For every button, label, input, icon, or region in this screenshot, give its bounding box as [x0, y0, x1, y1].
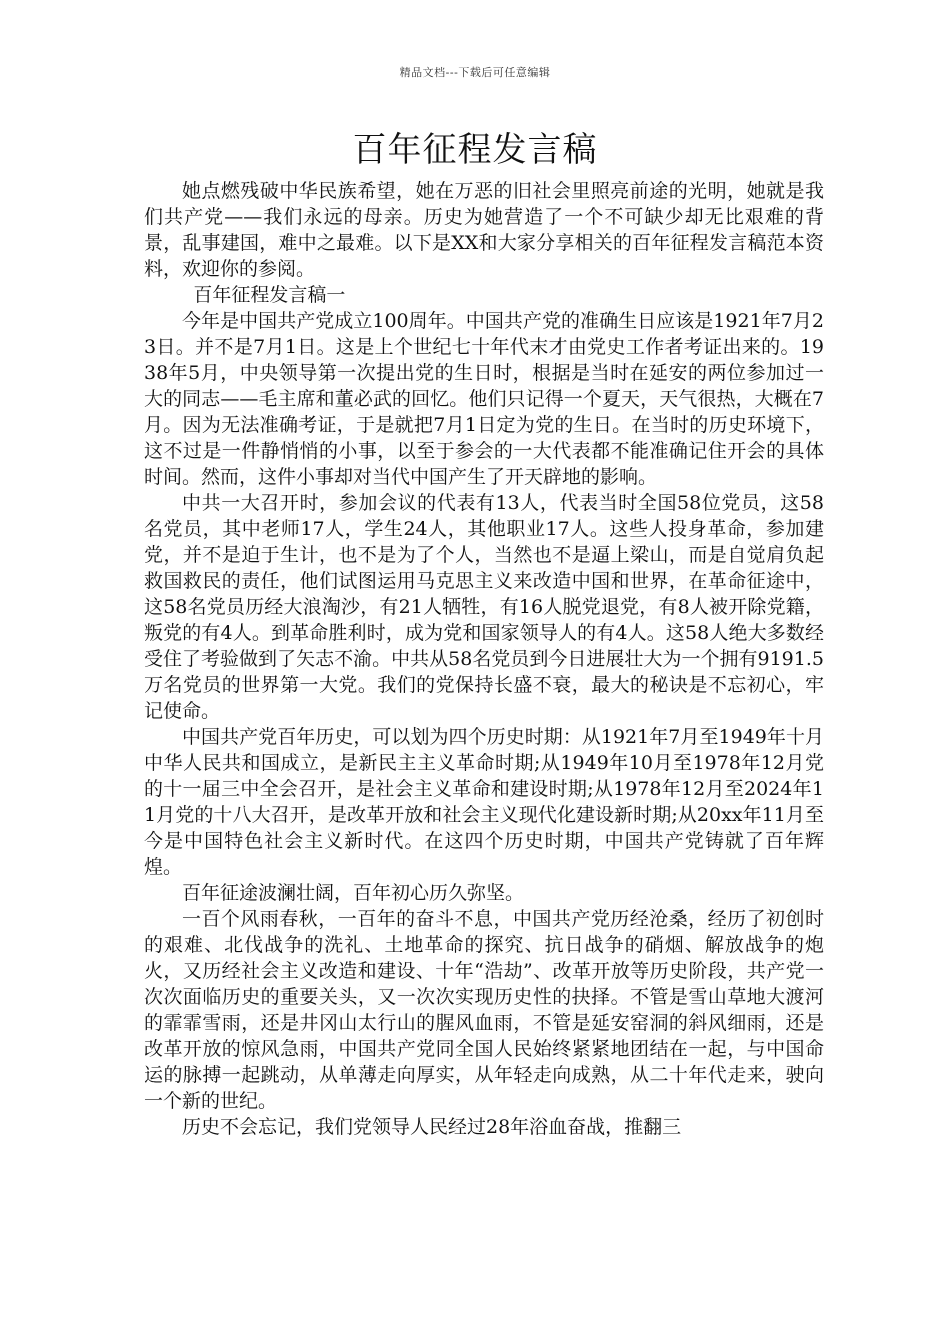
paragraph-history: 历史不会忘记，我们党领导人民经过28年浴血奋战，推翻三 [182, 1116, 682, 1138]
paragraph-four-periods: 中国共产党百年历史，可以划为四个历史时期：从1921年7月至1949年十月中华人民共和国成立，是新民主主义革命时期;从1949年10月至1978年12月党的十一届三中全会召开，是社会主义革命和建设时期;从1978年12月至2024年11月党的十八大召开，是改革开放和社会主义现代化建设新时期;从20xx年11月至今是中国特色社会主义新时代。在这四个历史时期，中国共产党铸就了百年辉煌。 [144, 726, 824, 878]
paragraph-first-congress: 中共一大召开时，参加会议的代表有13人，代表当时全国58位党员，这58名党员，其中老师17人，学生24人，其他职业17人。这些人投身革命，参加建党，并不是迫于生计，也不是为了个人，当然也不是逼上梁山，而是自觉肩负起救国救民的责任，他们试图运用马克思主义来改造中国和世界，在革命征途中，这58名党员历经大浪淘沙，有21人牺牲，有16人脱党退党，有8人被开除党籍，叛党的有4人。到革命胜利时，成为党和国家领导人的有4人。这58人绝大多数经受住了考验做到了矢志不渝。中共从58名党员到今日进展壮大为一个拥有9191.5万名党员的世界第一大党。我们的党保持长盛不衰，最大的秘诀是不忘初心，牢记使命。 [144, 492, 824, 722]
document-title: 百年征程发言稿 [352, 130, 598, 170]
paragraph-party-birthday: 今年是中国共产党成立100周年。中国共产党的准确生日应该是1921年7月23日。并不是7月1日。这是上个世纪七十年代末才由党史工作者考证出来的。1938年5月，中央领导第一次提出党的生日时，根据是当时在延安的两位参加过一大的同志——毛主席和董必武的回忆。他们只记得一个夏天，天气很热，大概在7月。因为无法准确考证，于是就把7月1日定为党的生日。在当时的历史环境下，这不过是一件静悄悄的小事，以至于参会的一大代表都不能准确记住开会的具体时间。然而，这件小事却对当代中国产生了开天辟地的影响。 [144, 310, 824, 488]
paragraph-summary-line: 百年征途波澜壮阔，百年初心历久弥坚。 [182, 882, 525, 904]
paragraph-intro: 她点燃残破中华民族希望，她在万恶的旧社会里照亮前途的光明，她就是我们共产党——我们永远的母亲。历史为她营造了一个不可缺少却无比艰难的背景，乱事建国，难中之最难。以下是XX和大家分享相关的百年征程发言稿范本资料，欢迎你的参阅。 [144, 180, 824, 280]
document-body [144, 178, 824, 1140]
section-heading: 百年征程发言稿一 [193, 284, 346, 306]
header-note: 精品文档---下载后可任意编辑 [399, 66, 551, 79]
paragraph-hundred-years: 一百个风雨春秋，一百年的奋斗不息，中国共产党历经沧桑，经历了初创时的艰难、北伐战争的洗礼、土地革命的探究、抗日战争的硝烟、解放战争的炮火，又历经社会主义改造和建设、十年“浩劫”、改革开放等历史阶段，共产党一次次面临历史的重要关头，又一次次实现历史性的抉择。不管是雪山草地大渡河的霏霏雪雨，还是井冈山太行山的腥风血雨，不管是延安窑洞的斜风细雨，还是改革开放的惊风急雨，中国共产党同全国人民始终紧紧地团结在一起，与中国命运的脉搏一起跳动，从单薄走向厚实，从年轻走向成熟，从二十年代走来，驶向一个新的世纪。 [144, 908, 824, 1112]
